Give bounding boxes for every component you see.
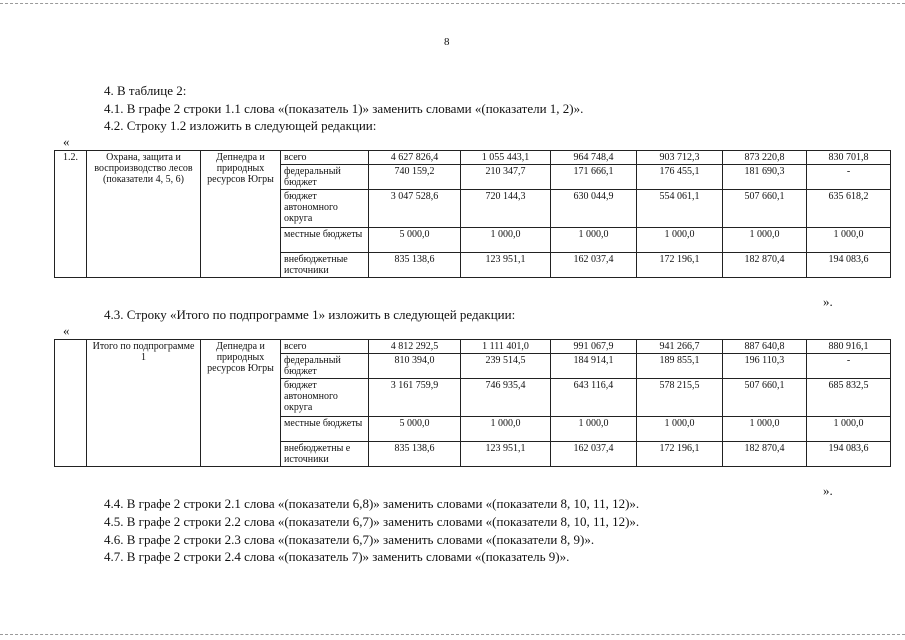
value-cell: 507 660,1 xyxy=(723,379,807,417)
value-cell: 182 870,4 xyxy=(723,442,807,467)
value-cell: 835 138,6 xyxy=(369,442,461,467)
value-cell: 4 812 292,5 xyxy=(369,340,461,354)
value-cell: 1 000,0 xyxy=(637,228,723,253)
value-cell: 830 701,8 xyxy=(807,151,891,165)
value-cell: 941 266,7 xyxy=(637,340,723,354)
value-cell: 4 627 826,4 xyxy=(369,151,461,165)
source-cell: местные бюджеты xyxy=(281,417,369,442)
scan-edge-bottom xyxy=(0,634,905,635)
row-number xyxy=(55,340,87,467)
value-cell: 1 000,0 xyxy=(723,228,807,253)
value-cell: 184 914,1 xyxy=(551,354,637,379)
value-cell: 189 855,1 xyxy=(637,354,723,379)
value-cell: - xyxy=(807,165,891,190)
source-cell: федеральный бюджет xyxy=(281,165,369,190)
value-cell: 630 044,9 xyxy=(551,190,637,228)
value-cell: 196 110,3 xyxy=(723,354,807,379)
value-cell: 1 000,0 xyxy=(461,228,551,253)
value-cell: 1 000,0 xyxy=(551,417,637,442)
value-cell: 720 144,3 xyxy=(461,190,551,228)
value-cell: 1 000,0 xyxy=(551,228,637,253)
executor: Депнедра и природных ресурсов Югры xyxy=(201,340,281,467)
value-cell: 182 870,4 xyxy=(723,253,807,278)
value-cell: 1 000,0 xyxy=(461,417,551,442)
value-cell: 880 916,1 xyxy=(807,340,891,354)
value-cell: 1 111 401,0 xyxy=(461,340,551,354)
value-cell: 5 000,0 xyxy=(369,228,461,253)
source-cell: местные бюджеты xyxy=(281,228,369,253)
value-cell: 3 047 528,6 xyxy=(369,190,461,228)
table-total-subprogram-1 xyxy=(54,339,891,467)
value-cell: 194 083,6 xyxy=(807,253,891,278)
scan-edge-top xyxy=(0,3,905,4)
open-quote-2: « xyxy=(63,323,70,338)
paragraph-4-5: 4.5. В графе 2 строки 2.2 слова «(показатели 6,7)» заменить словами «(показатели 8, 10, 11, 12)». xyxy=(104,514,640,529)
paragraph-4-7: 4.7. В графе 2 строки 2.4 слова «(показатель 7)» заменить словами «(показатель 9)». xyxy=(104,549,570,564)
paragraph-4-4: 4.4. В графе 2 строки 2.1 слова «(показатели 6,8)» заменить словами «(показатели 8, 10, 11, 12)». xyxy=(104,496,640,511)
source-cell: всего xyxy=(281,340,369,354)
source-cell: федеральный бюджет xyxy=(281,354,369,379)
source-cell: внебюджетные источники xyxy=(281,253,369,278)
value-cell: 991 067,9 xyxy=(551,340,637,354)
value-cell: 5 000,0 xyxy=(369,417,461,442)
value-cell: 171 666,1 xyxy=(551,165,637,190)
value-cell: 1 000,0 xyxy=(807,417,891,442)
source-cell: внебюджетны е источники xyxy=(281,442,369,467)
value-cell: 172 196,1 xyxy=(637,253,723,278)
value-cell: 835 138,6 xyxy=(369,253,461,278)
row-number: 1.2. xyxy=(55,151,87,278)
value-cell: 1 000,0 xyxy=(637,417,723,442)
source-cell: бюджет автономного округа xyxy=(281,379,369,417)
paragraph-4-2: 4.2. Строку 1.2 изложить в следующей редакции: xyxy=(104,118,377,133)
value-cell: 176 455,1 xyxy=(637,165,723,190)
value-cell: 643 116,4 xyxy=(551,379,637,417)
value-cell: 746 935,4 xyxy=(461,379,551,417)
value-cell: 810 394,0 xyxy=(369,354,461,379)
source-cell: всего xyxy=(281,151,369,165)
value-cell: 123 951,1 xyxy=(461,253,551,278)
value-cell: 873 220,8 xyxy=(723,151,807,165)
value-cell: 903 712,3 xyxy=(637,151,723,165)
paragraph-4-1: 4.1. В графе 2 строки 1.1 слова «(показатель 1)» заменить словами «(показатели 1, 2)». xyxy=(104,101,584,116)
value-cell: 685 832,5 xyxy=(807,379,891,417)
value-cell: 635 618,2 xyxy=(807,190,891,228)
close-quote-1: ». xyxy=(823,294,833,309)
value-cell: 172 196,1 xyxy=(637,442,723,467)
close-quote-2: ». xyxy=(823,483,833,498)
value-cell: 554 061,1 xyxy=(637,190,723,228)
open-quote-1: « xyxy=(63,134,70,149)
program-name: Охрана, защита и воспроизводство лесов (показатели 4, 5, 6) xyxy=(87,151,201,278)
value-cell: 181 690,3 xyxy=(723,165,807,190)
value-cell: 1 000,0 xyxy=(723,417,807,442)
executor: Депнедра и природных ресурсов Югры xyxy=(201,151,281,278)
value-cell: 162 037,4 xyxy=(551,253,637,278)
page-number: 8 xyxy=(444,36,450,48)
table-row-1-2 xyxy=(54,150,891,278)
value-cell: 194 083,6 xyxy=(807,442,891,467)
value-cell: 740 159,2 xyxy=(369,165,461,190)
value-cell: 3 161 759,9 xyxy=(369,379,461,417)
program-name: Итого по подпрограмме 1 xyxy=(87,340,201,467)
value-cell: 507 660,1 xyxy=(723,190,807,228)
value-cell: 239 514,5 xyxy=(461,354,551,379)
paragraph-4: 4. В таблице 2: xyxy=(104,83,187,98)
value-cell: 1 055 443,1 xyxy=(461,151,551,165)
value-cell: 1 000,0 xyxy=(807,228,891,253)
paragraph-4-6: 4.6. В графе 2 строки 2.3 слова «(показатели 6,7)» заменить словами «(показатели 8, 9)». xyxy=(104,532,595,547)
value-cell: - xyxy=(807,354,891,379)
value-cell: 210 347,7 xyxy=(461,165,551,190)
source-cell: бюджет автономного округа xyxy=(281,190,369,228)
value-cell: 162 037,4 xyxy=(551,442,637,467)
value-cell: 887 640,8 xyxy=(723,340,807,354)
value-cell: 123 951,1 xyxy=(461,442,551,467)
value-cell: 964 748,4 xyxy=(551,151,637,165)
value-cell: 578 215,5 xyxy=(637,379,723,417)
paragraph-4-3: 4.3. Строку «Итого по подпрограмме 1» изложить в следующей редакции: xyxy=(104,307,516,322)
